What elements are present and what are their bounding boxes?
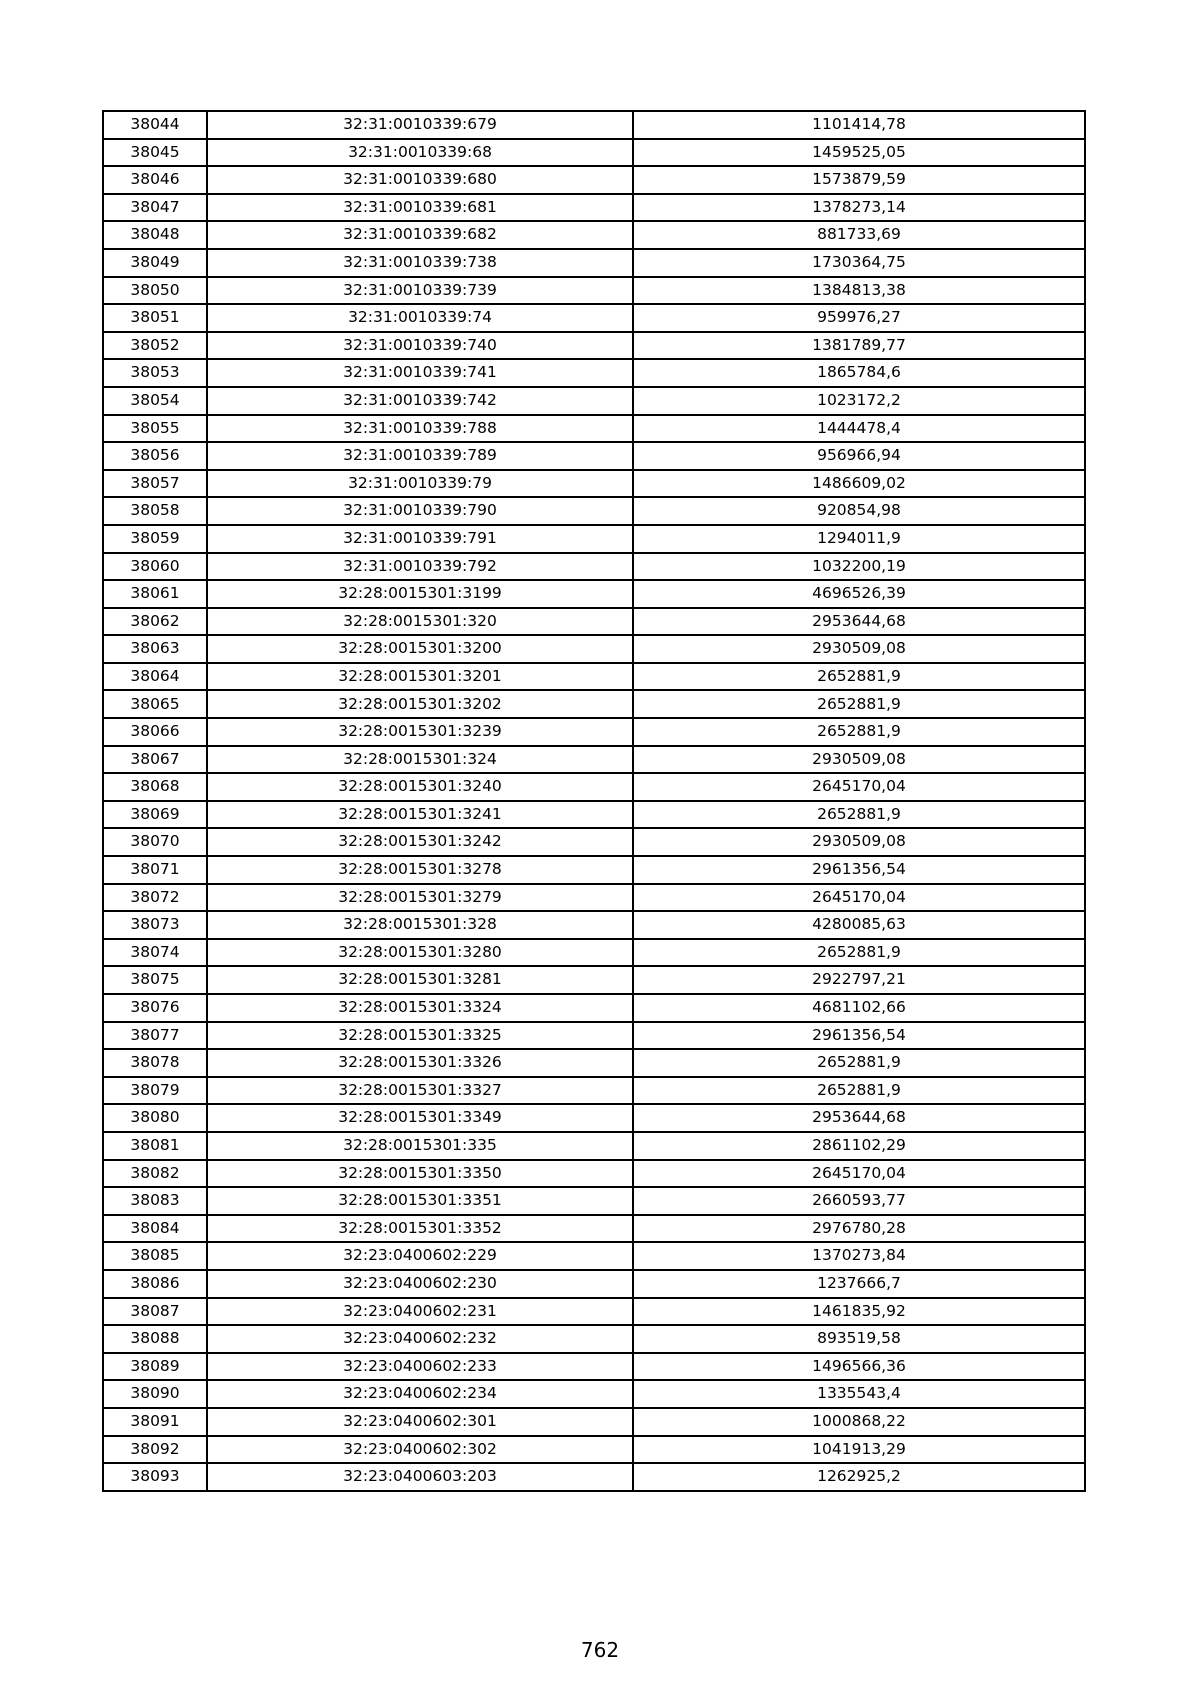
cadastral-number-cell: 32:31:0010339:739 [207, 277, 633, 305]
value-cell: 2645170,04 [633, 1160, 1085, 1188]
table-row [103, 553, 1085, 581]
value-cell: 2652881,9 [633, 663, 1085, 691]
cadastral-number-cell: 32:31:0010339:74 [207, 304, 633, 332]
table-row [103, 470, 1085, 498]
row-number-cell: 38091 [103, 1408, 207, 1436]
row-number-cell: 38055 [103, 415, 207, 443]
value-cell: 1496566,36 [633, 1353, 1085, 1381]
row-number-cell: 38080 [103, 1104, 207, 1132]
value-cell: 1335543,4 [633, 1380, 1085, 1408]
cadastral-number-cell: 32:23:0400602:229 [207, 1242, 633, 1270]
row-number-cell: 38046 [103, 166, 207, 194]
value-cell: 2652881,9 [633, 1077, 1085, 1105]
cadastral-number-cell: 32:31:0010339:790 [207, 497, 633, 525]
table-row [103, 415, 1085, 443]
table-row [103, 1049, 1085, 1077]
row-number-cell: 38050 [103, 277, 207, 305]
value-cell: 4696526,39 [633, 580, 1085, 608]
value-cell: 1262925,2 [633, 1463, 1085, 1491]
table-row [103, 1022, 1085, 1050]
row-number-cell: 38057 [103, 470, 207, 498]
value-cell: 2861102,29 [633, 1132, 1085, 1160]
table-row [103, 1242, 1085, 1270]
cadastral-number-cell: 32:23:0400603:203 [207, 1463, 633, 1491]
value-cell: 2961356,54 [633, 1022, 1085, 1050]
table-row [103, 801, 1085, 829]
cadastral-number-cell: 32:28:0015301:3352 [207, 1215, 633, 1243]
row-number-cell: 38049 [103, 249, 207, 277]
row-number-cell: 38048 [103, 221, 207, 249]
cadastral-number-cell: 32:28:0015301:3350 [207, 1160, 633, 1188]
cadastral-number-cell: 32:31:0010339:681 [207, 194, 633, 222]
value-cell: 1032200,19 [633, 553, 1085, 581]
table-row [103, 1132, 1085, 1160]
cadastral-number-cell: 32:28:0015301:3281 [207, 966, 633, 994]
cadastral-number-cell: 32:31:0010339:738 [207, 249, 633, 277]
page-number: 762 [580, 1638, 620, 1662]
row-number-cell: 38079 [103, 1077, 207, 1105]
cadastral-number-cell: 32:28:0015301:3241 [207, 801, 633, 829]
value-cell: 1041913,29 [633, 1436, 1085, 1464]
table-row [103, 359, 1085, 387]
row-number-cell: 38087 [103, 1298, 207, 1326]
table-row [103, 1270, 1085, 1298]
value-cell: 2652881,9 [633, 939, 1085, 967]
row-number-cell: 38077 [103, 1022, 207, 1050]
table-row [103, 111, 1085, 139]
table-row [103, 884, 1085, 912]
row-number-cell: 38065 [103, 690, 207, 718]
cadastral-number-cell: 32:28:0015301:3325 [207, 1022, 633, 1050]
value-cell: 920854,98 [633, 497, 1085, 525]
row-number-cell: 38054 [103, 387, 207, 415]
table-row [103, 249, 1085, 277]
table-row [103, 635, 1085, 663]
row-number-cell: 38064 [103, 663, 207, 691]
cadastral-number-cell: 32:31:0010339:68 [207, 139, 633, 167]
value-cell: 2961356,54 [633, 856, 1085, 884]
cadastral-number-cell: 32:28:0015301:3278 [207, 856, 633, 884]
cadastral-number-cell: 32:31:0010339:741 [207, 359, 633, 387]
value-cell: 1023172,2 [633, 387, 1085, 415]
cadastral-number-cell: 32:23:0400602:233 [207, 1353, 633, 1381]
value-cell: 2953644,68 [633, 1104, 1085, 1132]
value-cell: 881733,69 [633, 221, 1085, 249]
row-number-cell: 38074 [103, 939, 207, 967]
value-cell: 2652881,9 [633, 1049, 1085, 1077]
table-row [103, 1408, 1085, 1436]
cadastral-number-cell: 32:28:0015301:3202 [207, 690, 633, 718]
value-cell: 1461835,92 [633, 1298, 1085, 1326]
cadastral-number-cell: 32:28:0015301:335 [207, 1132, 633, 1160]
row-number-cell: 38070 [103, 828, 207, 856]
cadastral-number-cell: 32:28:0015301:3326 [207, 1049, 633, 1077]
cadastral-number-cell: 32:28:0015301:3327 [207, 1077, 633, 1105]
value-cell: 1370273,84 [633, 1242, 1085, 1270]
table-row [103, 166, 1085, 194]
row-number-cell: 38086 [103, 1270, 207, 1298]
row-number-cell: 38068 [103, 773, 207, 801]
cadastral-number-cell: 32:28:0015301:320 [207, 608, 633, 636]
value-cell: 2645170,04 [633, 884, 1085, 912]
value-cell: 2930509,08 [633, 635, 1085, 663]
row-number-cell: 38051 [103, 304, 207, 332]
row-number-cell: 38053 [103, 359, 207, 387]
cadastral-number-cell: 32:31:0010339:682 [207, 221, 633, 249]
table-row [103, 1215, 1085, 1243]
table-row [103, 608, 1085, 636]
row-number-cell: 38081 [103, 1132, 207, 1160]
row-number-cell: 38093 [103, 1463, 207, 1491]
value-cell: 1000868,22 [633, 1408, 1085, 1436]
value-cell: 1384813,38 [633, 277, 1085, 305]
value-cell: 1730364,75 [633, 249, 1085, 277]
row-number-cell: 38066 [103, 718, 207, 746]
cadastral-number-cell: 32:28:0015301:3349 [207, 1104, 633, 1132]
table-row [103, 911, 1085, 939]
value-cell: 1381789,77 [633, 332, 1085, 360]
cadastral-number-cell: 32:31:0010339:789 [207, 442, 633, 470]
row-number-cell: 38076 [103, 994, 207, 1022]
row-number-cell: 38089 [103, 1353, 207, 1381]
cadastral-number-cell: 32:28:0015301:3200 [207, 635, 633, 663]
row-number-cell: 38092 [103, 1436, 207, 1464]
value-cell: 956966,94 [633, 442, 1085, 470]
value-cell: 1101414,78 [633, 111, 1085, 139]
table-row [103, 966, 1085, 994]
value-cell: 2652881,9 [633, 718, 1085, 746]
value-cell: 2645170,04 [633, 773, 1085, 801]
cadastral-number-cell: 32:23:0400602:301 [207, 1408, 633, 1436]
registry-table-body [103, 111, 1085, 1491]
table-row [103, 690, 1085, 718]
table-row [103, 1187, 1085, 1215]
cadastral-number-cell: 32:31:0010339:680 [207, 166, 633, 194]
value-cell: 4681102,66 [633, 994, 1085, 1022]
cadastral-number-cell: 32:23:0400602:232 [207, 1325, 633, 1353]
value-cell: 2976780,28 [633, 1215, 1085, 1243]
row-number-cell: 38061 [103, 580, 207, 608]
row-number-cell: 38063 [103, 635, 207, 663]
table-row [103, 139, 1085, 167]
row-number-cell: 38060 [103, 553, 207, 581]
value-cell: 2652881,9 [633, 690, 1085, 718]
value-cell: 1486609,02 [633, 470, 1085, 498]
row-number-cell: 38090 [103, 1380, 207, 1408]
row-number-cell: 38085 [103, 1242, 207, 1270]
table-row [103, 1380, 1085, 1408]
cadastral-number-cell: 32:23:0400602:230 [207, 1270, 633, 1298]
table-row [103, 663, 1085, 691]
value-cell: 2922797,21 [633, 966, 1085, 994]
table-row [103, 718, 1085, 746]
cadastral-number-cell: 32:31:0010339:792 [207, 553, 633, 581]
cadastral-number-cell: 32:28:0015301:3324 [207, 994, 633, 1022]
table-row [103, 1077, 1085, 1105]
cadastral-number-cell: 32:31:0010339:679 [207, 111, 633, 139]
row-number-cell: 38082 [103, 1160, 207, 1188]
table-row [103, 387, 1085, 415]
row-number-cell: 38088 [103, 1325, 207, 1353]
table-row [103, 1463, 1085, 1491]
cadastral-number-cell: 32:23:0400602:302 [207, 1436, 633, 1464]
value-cell: 1459525,05 [633, 139, 1085, 167]
cadastral-number-cell: 32:31:0010339:742 [207, 387, 633, 415]
value-cell: 1865784,6 [633, 359, 1085, 387]
row-number-cell: 38056 [103, 442, 207, 470]
value-cell: 2930509,08 [633, 828, 1085, 856]
value-cell: 2930509,08 [633, 746, 1085, 774]
cadastral-number-cell: 32:31:0010339:740 [207, 332, 633, 360]
cadastral-number-cell: 32:23:0400602:234 [207, 1380, 633, 1408]
row-number-cell: 38075 [103, 966, 207, 994]
cadastral-number-cell: 32:28:0015301:3242 [207, 828, 633, 856]
registry-table-container [102, 110, 1084, 1492]
row-number-cell: 38047 [103, 194, 207, 222]
value-cell: 1294011,9 [633, 525, 1085, 553]
cadastral-number-cell: 32:28:0015301:3240 [207, 773, 633, 801]
table-row [103, 525, 1085, 553]
row-number-cell: 38072 [103, 884, 207, 912]
table-row [103, 746, 1085, 774]
value-cell: 4280085,63 [633, 911, 1085, 939]
value-cell: 2660593,77 [633, 1187, 1085, 1215]
row-number-cell: 38083 [103, 1187, 207, 1215]
value-cell: 1444478,4 [633, 415, 1085, 443]
row-number-cell: 38059 [103, 525, 207, 553]
value-cell: 1573879,59 [633, 166, 1085, 194]
table-row [103, 773, 1085, 801]
row-number-cell: 38045 [103, 139, 207, 167]
table-row [103, 828, 1085, 856]
table-row [103, 856, 1085, 884]
cadastral-number-cell: 32:28:0015301:3239 [207, 718, 633, 746]
row-number-cell: 38062 [103, 608, 207, 636]
registry-table [102, 110, 1086, 1492]
cadastral-number-cell: 32:23:0400602:231 [207, 1298, 633, 1326]
table-row [103, 994, 1085, 1022]
value-cell: 2953644,68 [633, 608, 1085, 636]
cadastral-number-cell: 32:28:0015301:3280 [207, 939, 633, 967]
row-number-cell: 38067 [103, 746, 207, 774]
row-number-cell: 38058 [103, 497, 207, 525]
table-row [103, 580, 1085, 608]
value-cell: 959976,27 [633, 304, 1085, 332]
row-number-cell: 38084 [103, 1215, 207, 1243]
table-row [103, 442, 1085, 470]
row-number-cell: 38071 [103, 856, 207, 884]
value-cell: 1237666,7 [633, 1270, 1085, 1298]
row-number-cell: 38069 [103, 801, 207, 829]
cadastral-number-cell: 32:31:0010339:791 [207, 525, 633, 553]
table-row [103, 1436, 1085, 1464]
cadastral-number-cell: 32:28:0015301:3199 [207, 580, 633, 608]
cadastral-number-cell: 32:28:0015301:3279 [207, 884, 633, 912]
cadastral-number-cell: 32:28:0015301:324 [207, 746, 633, 774]
cadastral-number-cell: 32:28:0015301:328 [207, 911, 633, 939]
cadastral-number-cell: 32:28:0015301:3351 [207, 1187, 633, 1215]
row-number-cell: 38044 [103, 111, 207, 139]
row-number-cell: 38052 [103, 332, 207, 360]
table-row [103, 277, 1085, 305]
table-row [103, 1104, 1085, 1132]
value-cell: 893519,58 [633, 1325, 1085, 1353]
table-row [103, 221, 1085, 249]
table-row [103, 304, 1085, 332]
table-row [103, 939, 1085, 967]
table-row [103, 497, 1085, 525]
row-number-cell: 38073 [103, 911, 207, 939]
table-row [103, 1160, 1085, 1188]
value-cell: 2652881,9 [633, 801, 1085, 829]
value-cell: 1378273,14 [633, 194, 1085, 222]
table-row [103, 1325, 1085, 1353]
table-row [103, 194, 1085, 222]
table-row [103, 1298, 1085, 1326]
table-row [103, 1353, 1085, 1381]
cadastral-number-cell: 32:31:0010339:788 [207, 415, 633, 443]
row-number-cell: 38078 [103, 1049, 207, 1077]
table-row [103, 332, 1085, 360]
cadastral-number-cell: 32:31:0010339:79 [207, 470, 633, 498]
cadastral-number-cell: 32:28:0015301:3201 [207, 663, 633, 691]
